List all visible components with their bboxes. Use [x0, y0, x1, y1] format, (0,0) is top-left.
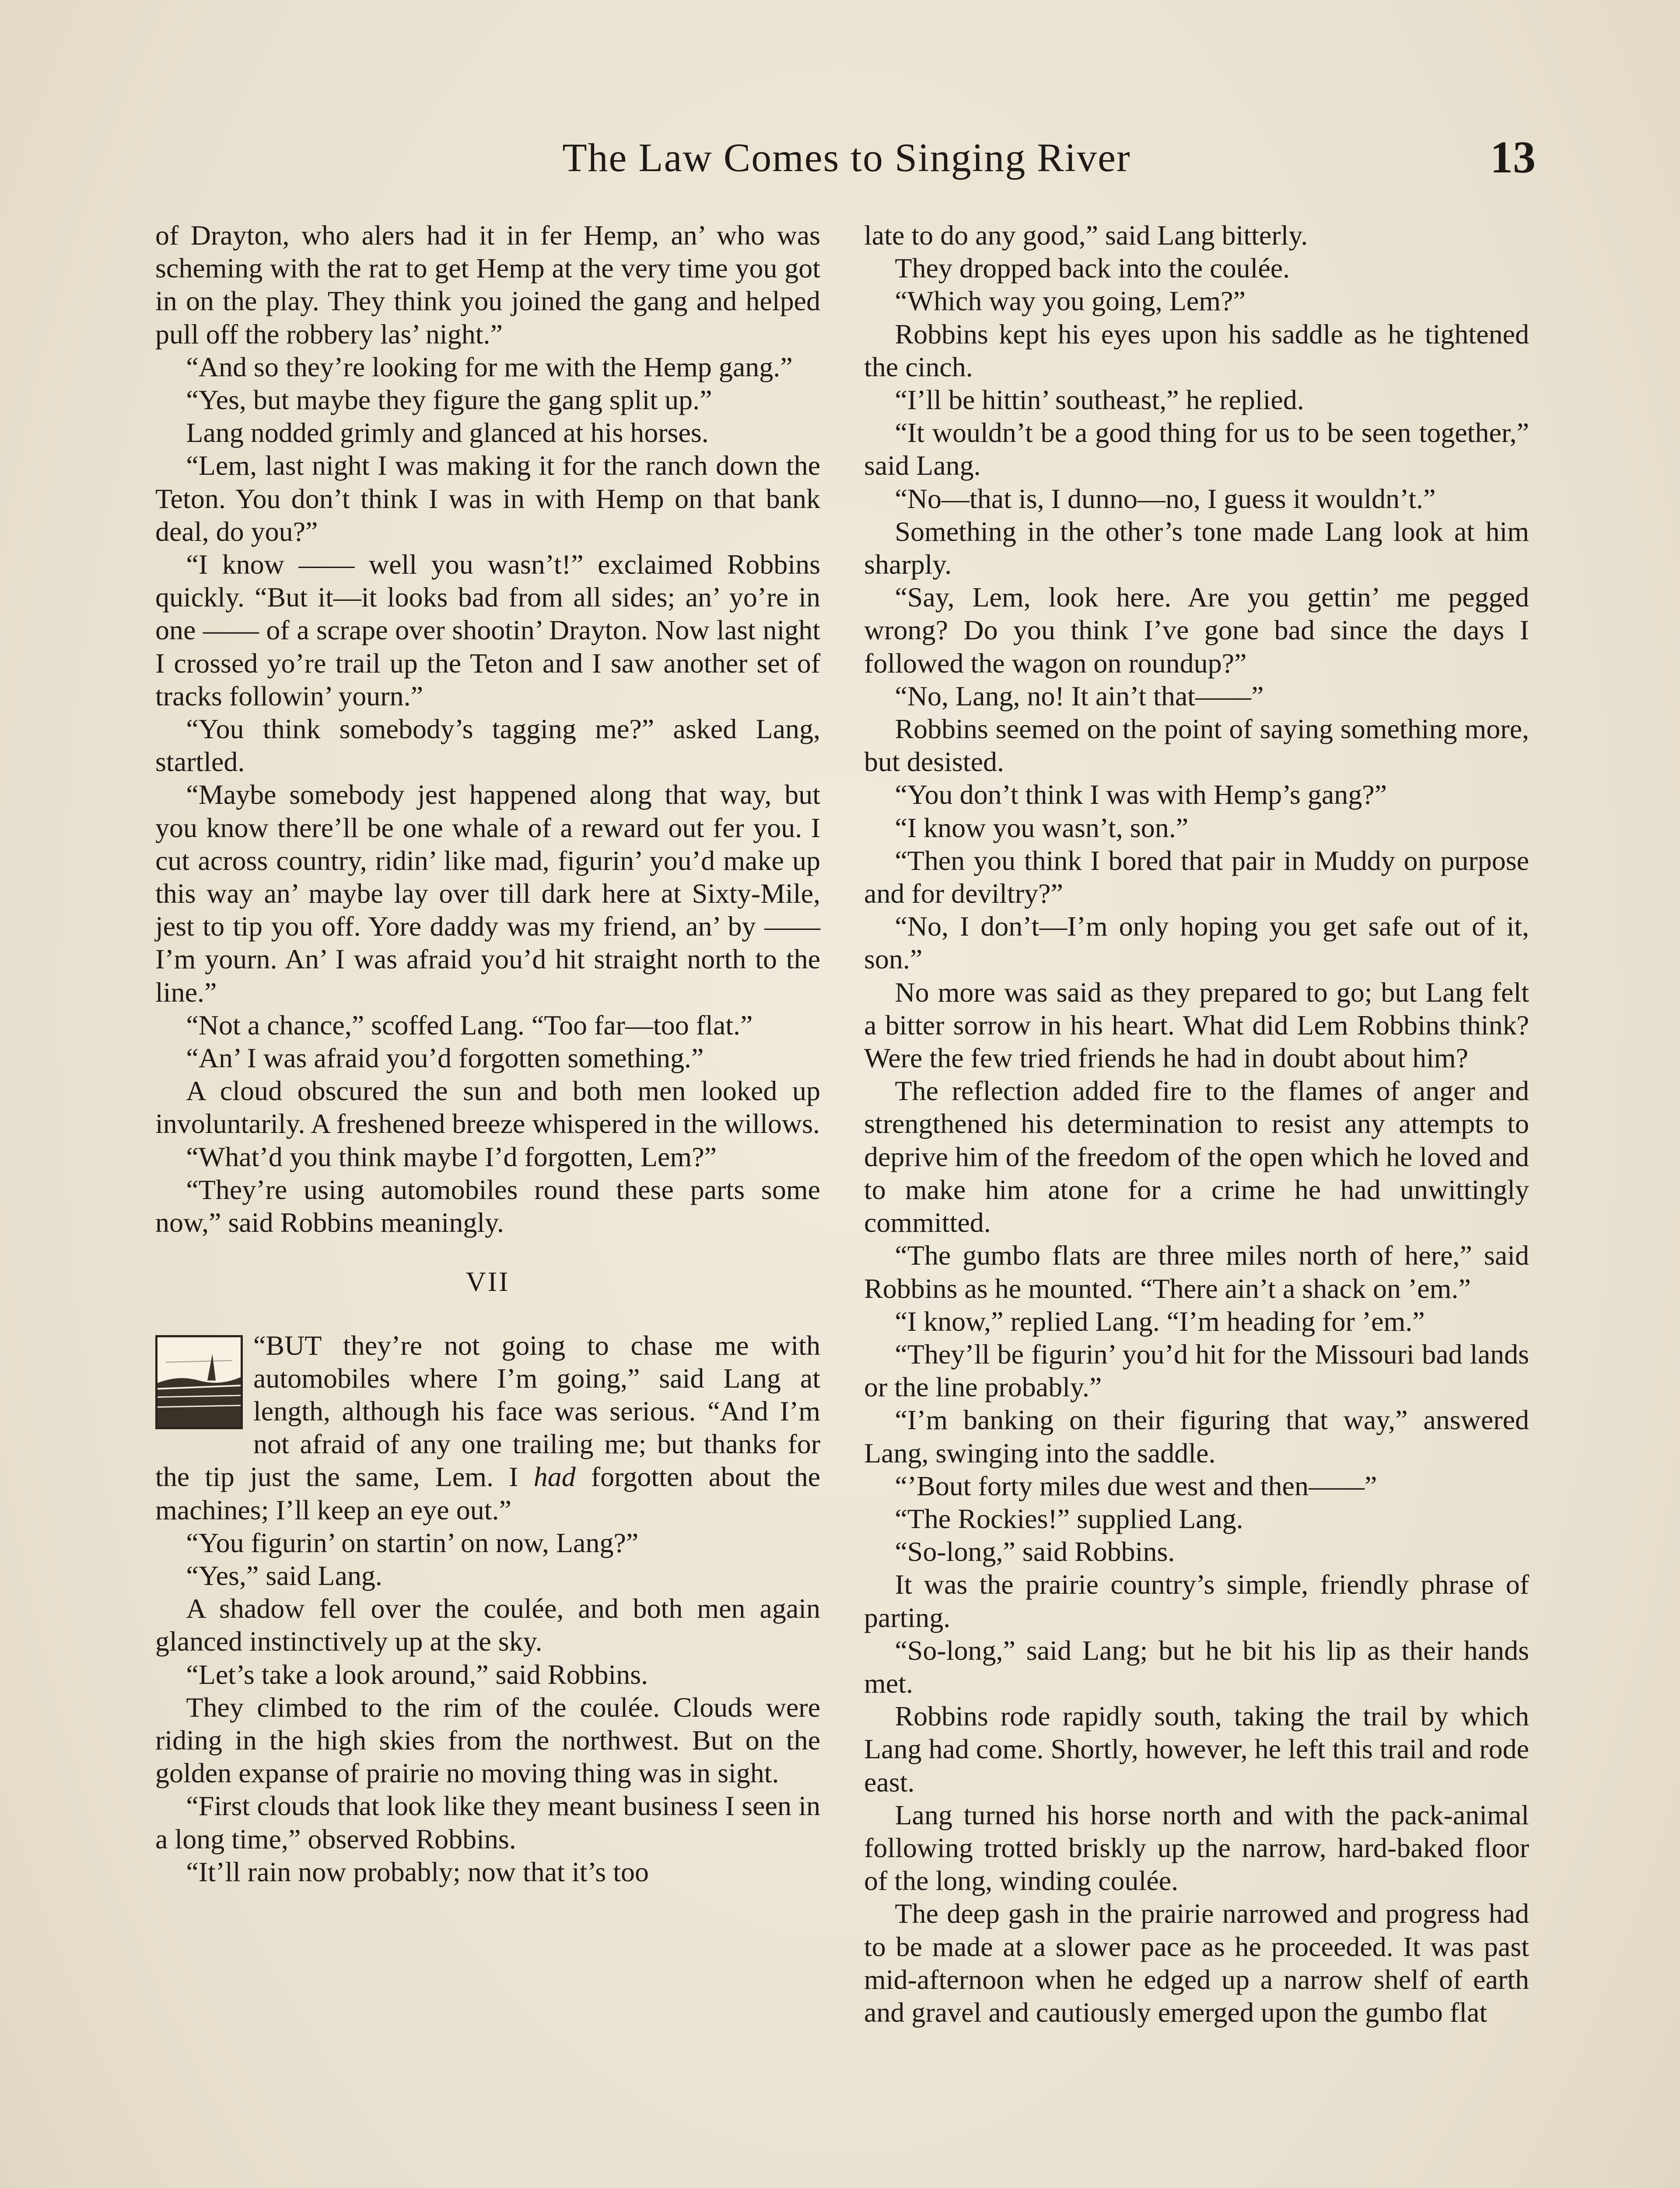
paragraph: “I know —— well you wasn’t!” exclaimed Robbins quickly. “But it—it looks bad from all sides; an’ yo’re in one —— of a scrape over shootin’ Drayton. Now last night I crossed yo’re trail up the Teton and I saw another set of tracks followin’ yourn.” [155, 549, 820, 712]
left-column-text-before [155, 219, 820, 1239]
paragraph: “So-long,” said Robbins. [895, 1536, 1175, 1567]
dropcap-text-start: “BUT they’re not going to chase me with automobiles where I’m going,” said Lang at length, although his face was serious. “And I’m not afraid of any one trailing me; but thanks for the tip just the same, Lem. I [155, 1329, 820, 1493]
paragraph: Robbins rode rapidly south, taking the trail by which Lang had come. Shortly, however, he left this trail and rode east. [864, 1701, 1529, 1798]
paragraph: “You figurin’ on startin’ on now, Lang?” [186, 1527, 639, 1558]
paragraph: They climbed to the rim of the coulée. Clouds were riding in the high skies from the northwest. But on the golden expanse of prairie no moving thing was in sight. [155, 1691, 820, 1789]
paragraph: A shadow fell over the coulée, and both men again glanced instinctively up at the sky. [155, 1593, 820, 1657]
paragraph: “What’d you think maybe I’d forgotten, Lem?” [186, 1141, 717, 1172]
paragraph: “Let’s take a look around,” said Robbins. [186, 1659, 648, 1690]
paragraph: “You don’t think I was with Hemp’s gang?” [895, 779, 1387, 810]
page-number: 13 [1490, 132, 1536, 182]
paragraph: “And so they’re looking for me with the Hemp gang.” [186, 351, 793, 382]
paragraph: “I know you wasn’t, son.” [895, 812, 1189, 843]
paragraph: “I know,” replied Lang. “I’m heading for ’em.” [895, 1305, 1425, 1337]
paragraph: “Maybe somebody jest happened along that way, but you know there’ll be one whale of a reward out fer you. I cut across country, ridin’ like mad, figurin’ you’d make up this way an’ maybe lay over till dark here at Sixty-Mile, jest to tip you off. Yore daddy was my friend, an’ by —— I’m yourn. An’ I was afraid you’d hit straight north to the line.” [155, 779, 820, 1008]
paragraph: “Not a chance,” scoffed Lang. “Too far—too flat.” [186, 1009, 753, 1041]
chapter-number: VII [466, 1266, 510, 1297]
paragraph: Lang turned his horse north and with the pack-animal following trotted briskly up the narrow, hard-baked floor of the long, winding coulée. [864, 1799, 1529, 1897]
paragraph: A cloud obscured the sun and both men looked up involuntarily. A freshened breeze whispered in the willows. [155, 1075, 820, 1140]
paragraph: “Lem, last night I was making it for the ranch down the Teton. You don’t think I was in with Hemp on that bank deal, do you?” [155, 450, 820, 547]
paragraph: “’Bout forty miles due west and then——” [895, 1470, 1377, 1501]
right-column-text [864, 252, 1529, 2029]
paragraph: “They’re using automobiles round these parts some now,” said Robbins meaningly. [155, 1174, 820, 1238]
paragraph: “It’ll rain now probably; now that it’s too [186, 1856, 649, 1887]
paragraph: Something in the other’s tone made Lang look at him sharply. [864, 515, 1529, 580]
dropcap-text-end: forgotten about the machines; I’ll keep an eye out.” [155, 1461, 821, 1525]
paragraph: “I’m banking on their figuring that way,” answered Lang, swinging into the saddle. [864, 1404, 1529, 1469]
right-column [864, 219, 1529, 2029]
emphasized-word: had [533, 1461, 576, 1493]
paragraph: “I’ll be hittin’ southeast,” he replied. [895, 384, 1304, 416]
paragraph: “Yes,” said Lang. [186, 1560, 382, 1591]
paragraph: No more was said as they prepared to go; but Lang felt a bitter sorrow in his heart. What did Lem Robbins think? Were the few tried friends he had in doubt about him? [864, 976, 1529, 1074]
paragraph: “Yes, but maybe they figure the gang split up.” [186, 384, 712, 416]
left-column-text-after [155, 1526, 820, 1888]
paragraph: “Say, Lem, look here. Are you gettin’ me pegged wrong? Do you think I’ve gone bad since the days I followed the wagon on roundup?” [864, 582, 1529, 679]
dropcap-paragraph [155, 1329, 820, 1526]
paragraph: “No, Lang, no! It ain’t that——” [895, 680, 1264, 712]
paragraph: “You think somebody’s tagging me?” asked Lang, startled. [155, 713, 820, 778]
left-column [155, 219, 820, 1888]
paragraph: “It wouldn’t be a good thing for us to be seen together,” said Lang. [864, 417, 1529, 481]
paragraph: They dropped back into the coulée. [895, 252, 1290, 284]
paragraph: Lang nodded grimly and glanced at his horses. [186, 417, 709, 449]
paragraph: “The gumbo flats are three miles north of here,” said Robbins as he mounted. “There ain’t a shack on ’em.” [864, 1240, 1529, 1304]
paragraph: “They’ll be figurin’ you’d hit for the Missouri bad lands or the line probably.” [864, 1338, 1529, 1403]
dropcap-illustration-icon [155, 1335, 243, 1429]
paragraph: “Which way you going, Lem?” [895, 285, 1246, 317]
paragraph: It was the prairie country’s simple, friendly phrase of parting. [864, 1569, 1529, 1633]
paragraph: “Then you think I bored that pair in Muddy on purpose and for deviltry?” [864, 845, 1529, 909]
running-title: The Law Comes to Singing River [562, 135, 1131, 180]
paragraph: “So-long,” said Lang; but he bit his lip as their hands met. [864, 1634, 1529, 1699]
paragraph: The reflection added fire to the flames of anger and strengthened his determination to resist any attempts to deprive him of the freedom of the open which he loved and to make him atone for a crime he had unwittingly committed. [864, 1075, 1529, 1238]
paragraph: “The Rockies!” supplied Lang. [895, 1503, 1243, 1534]
paragraph: “No, I don’t—I’m only hoping you get safe out of it, son.” [864, 911, 1529, 975]
paragraph: “An’ I was afraid you’d forgotten something.” [186, 1042, 704, 1074]
paragraph: “No—that is, I dunno—no, I guess it wouldn’t.” [895, 483, 1436, 514]
paragraph: Robbins seemed on the point of saying something more, but desisted. [864, 713, 1529, 778]
paragraph: The deep gash in the prairie narrowed and progress had to be made at a slower pace as he proceeded. It was past mid-afternoon when he edged up a narrow shelf of earth and gravel and cautiously emerged upon the gumbo flat [864, 1898, 1529, 2028]
paragraph: Robbins kept his eyes upon his saddle as he tightened the cinch. [864, 318, 1529, 382]
paragraph: of Drayton, who alers had it in fer Hemp, an’ who was scheming with the rat to get Hemp at the very time you got in on the play. They think you joined the gang and helped pull off the robbery las’ night.” [155, 220, 820, 350]
paragraph: “First clouds that look like they meant business I seen in a long time,” observed Robbins. [155, 1790, 820, 1855]
continued-line: late to do any good,” said Lang bitterly. [864, 220, 1308, 251]
running-header [158, 127, 1536, 188]
